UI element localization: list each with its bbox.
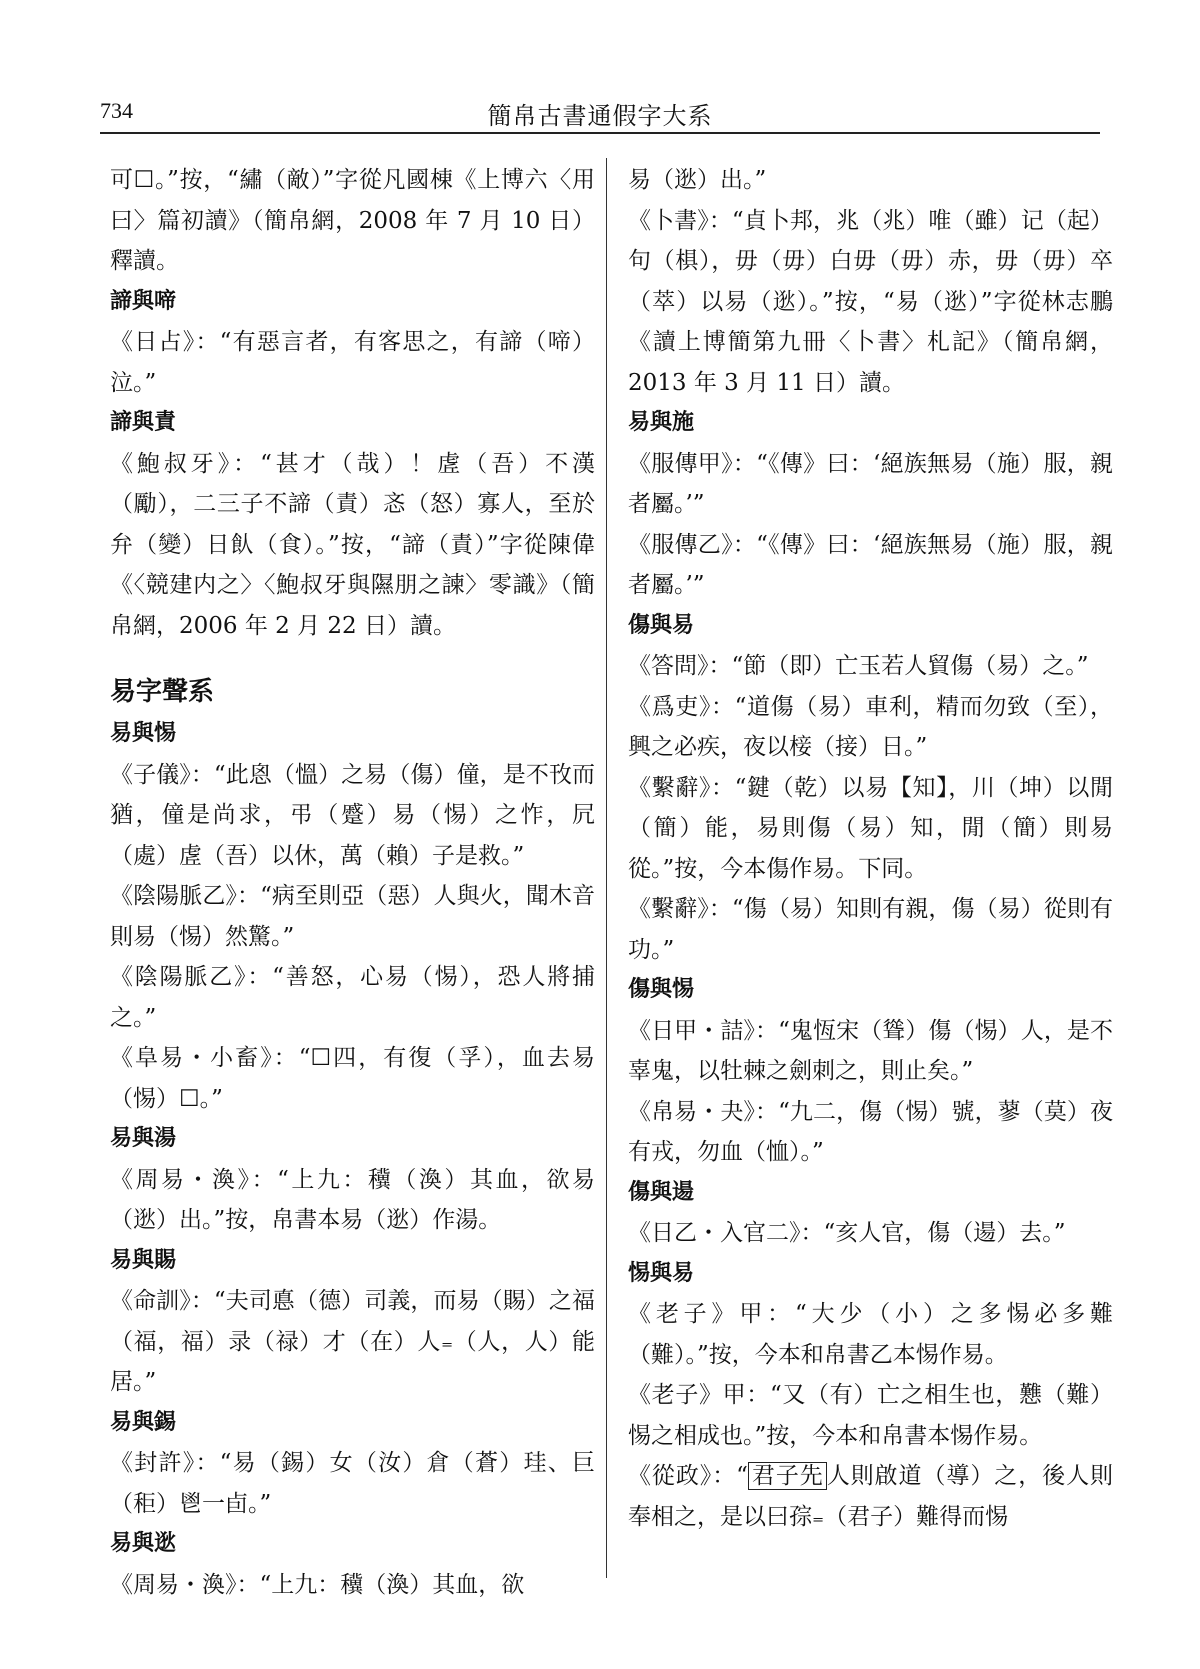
header-rule <box>100 132 1100 134</box>
section-heading: 諦與責 <box>110 410 177 435</box>
paragraph: 《日乙・入官二》：“亥人官，傷（逿）去。” <box>628 1220 1066 1246</box>
paragraph: 《老子》甲：“大少（小）之多惕必多難（難）。”按，今本和帛書乙本惕作易。 <box>628 1301 1113 1368</box>
paragraph: 《老子》甲：“又（有）亡之相生也，戁（難）惕之相成也。”按，今本和帛書本惕作易。 <box>628 1382 1113 1449</box>
right-column <box>628 160 1113 1580</box>
section-heading: 易與逖 <box>110 1531 177 1556</box>
paragraph: 《封許》：“易（錫）女（汝）倉（蒼）珪、巨（秬）鬯一卣。” <box>110 1450 595 1517</box>
section-heading: 易與錫 <box>110 1409 177 1435</box>
column-divider <box>606 158 607 1578</box>
section-heading: 傷與惕 <box>628 977 695 1002</box>
section-heading: 易與賜 <box>110 1247 177 1273</box>
section-heading: 傷與逿 <box>628 1179 695 1205</box>
left-column <box>110 160 595 1598</box>
paragraph-text: 《從政》：“ <box>628 1463 748 1489</box>
book-title: 簡帛古書通假字大系 <box>487 102 713 130</box>
paragraph: 《服傳乙》：“《傳》曰：‘絕族無易（施）服，親者屬。’” <box>628 531 1113 598</box>
paragraph: 《日甲・詰》：“鬼恆宋（聳）傷（惕）人，是不辜鬼，以牡棘之劍刺之，則止矣。” <box>628 1017 1113 1084</box>
paragraph: 《阜易・小畜》：“☐四，有復（孚），血去易（惕）☐。” <box>110 1045 595 1112</box>
paragraph: 《陰陽脈乙》：“病至則亞（惡）人與火，聞木音則易（惕）然驚。” <box>110 883 595 950</box>
paragraph: 《周易・渙》：“上九：䆊（渙）其血，欲 <box>110 1571 525 1598</box>
paragraph: 《爲吏》：“道傷（易）車利，精而勿致（至），興之必疾，夜以椄（接）日。” <box>628 693 1113 760</box>
paragraph: 易（逖）出。” <box>628 167 767 193</box>
section-heading: 惕與易 <box>628 1260 695 1286</box>
paragraph: 《鮑叔牙》：“甚才（哉）！虗（吾）不漢（勵），二三子不諦（責）忞（怒）寡人，至於弁（變）日飤（食）。”按，“諦（責）”字從陳偉《〈競建内之〉〈鮑叔牙與隰朋之諫〉零識》（簡帛網，2006 年 2 月 22 日）讀。 <box>110 450 595 639</box>
paragraph: 《周易・渙》：“上九：䆊（渙）其血，欲易（逖）出。”按，帛書本易（逖）作湯。 <box>110 1166 595 1233</box>
section-heading: 傷與易 <box>628 612 695 638</box>
paragraph-text: 人則啟道（導）之，後人則奉相之，是以曰孮₌（君子）難得而惕 <box>628 1463 1114 1530</box>
paragraph: 《帛易・夬》：“九二，傷（惕）號，蓼（莫）夜有戎，勿血（恤）。” <box>628 1098 1113 1165</box>
paragraph: 《繫辭》：“鍵（乾）以易【知】，川（坤）以閒（簡）能，易則傷（易）知，閒（簡）則易從。”按，今本傷作易。下同。 <box>628 774 1113 882</box>
section-heading: 諦與啼 <box>110 288 177 314</box>
paragraph: 《命訓》：“夫司悳（德）司義，而易（賜）之福（福，福）录（禄）才（在）人₌（人，人）能居。” <box>110 1288 595 1395</box>
page-header <box>100 92 1100 132</box>
section-heading: 易與湯 <box>110 1126 177 1151</box>
paragraph: 《陰陽脈乙》：“善怒，心易（惕），恐人將捕之。” <box>110 964 595 1031</box>
page-number: 734 <box>100 98 133 123</box>
section-heading: 易與施 <box>628 410 695 435</box>
paragraph: 《子儀》：“此恖（慍）之易（傷）僮，是不攼而猶，僮是尚求，弔（蹙）易（惕）之怍，凥（處）虗（吾）以休，萬（賴）子是救。” <box>110 761 595 869</box>
paragraph: 《卜書》：“貞卜邦，兆（兆）唯（雖）记（起）句（椇），毋（毋）白毋（毋）赤，毋（毋）卒（萃）以易（逖）。”按，“易（逖）”字從林志鵬《讀上博簡第九冊〈卜書〉札記》（簡帛網，2013 年 3 月 11 日）讀。 <box>628 207 1113 396</box>
paragraph <box>628 1456 1113 1537</box>
paragraph: 《答問》：“節（即）亡玉若人貿傷（易）之。” <box>628 653 1089 679</box>
paragraph: 《服傳甲》：“《傳》曰：‘絕族無易（施）服，親者屬。’” <box>628 450 1113 517</box>
paragraph: 《繫辭》：“傷（易）知則有親，傷（易）從則有功。” <box>628 896 1113 963</box>
section-heading: 易與惕 <box>110 721 177 746</box>
paragraph: 可☐。”按，“繡（敵）”字從凡國棟《上博六〈用曰〉篇初讀》（簡帛網，2008 年 7 月 10 日）釋讀。 <box>110 167 595 274</box>
paragraph: 《日占》：“有惡言者，有客思之，有諦（啼）泣。” <box>110 329 595 396</box>
boxed-text: 君子先 <box>748 1462 827 1490</box>
series-heading: 易字聲系 <box>110 677 215 707</box>
